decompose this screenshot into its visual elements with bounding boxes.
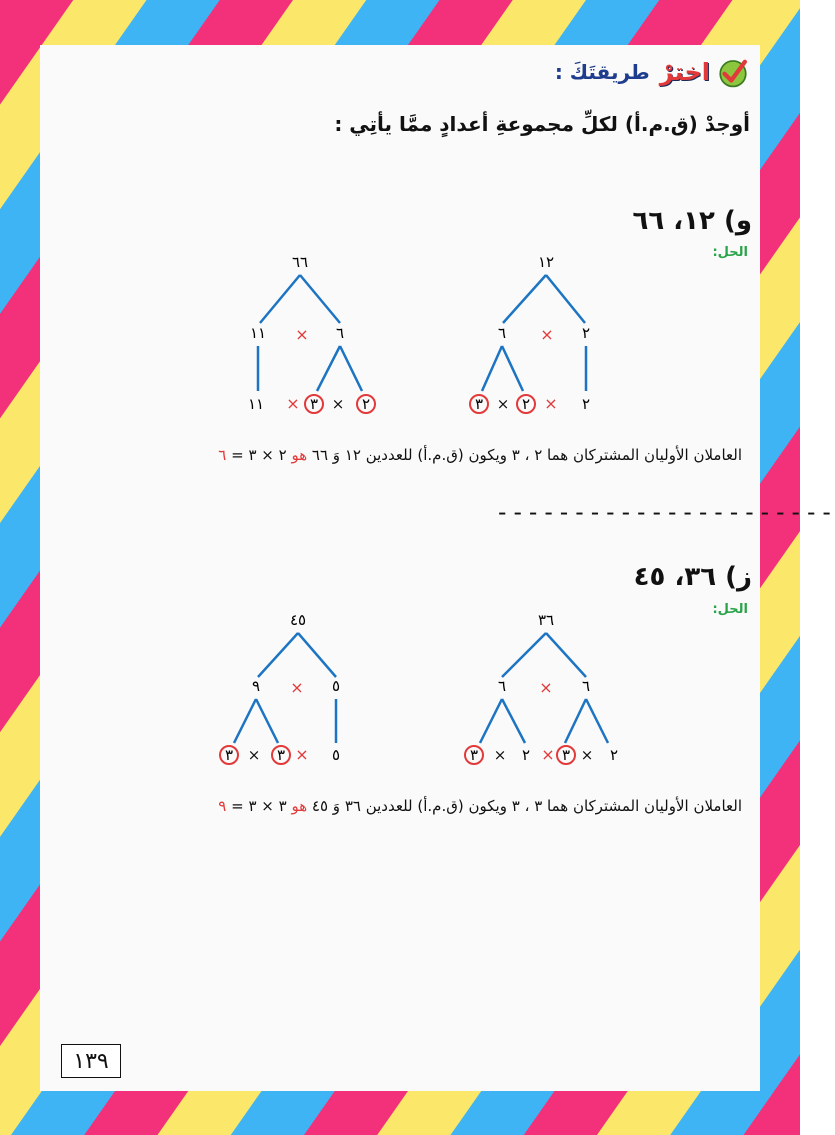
problem-label: و) ١٢، ٦٦	[632, 206, 752, 236]
tree-node: ٦٦	[291, 253, 309, 271]
tree-node: ٦	[335, 324, 345, 342]
tree-node: ٦	[581, 677, 591, 695]
factor-tree-36	[465, 611, 618, 764]
tree-node: ٢	[581, 324, 591, 342]
answer-keyword: هو	[291, 797, 308, 815]
factor-trees-2	[200, 605, 640, 785]
solution-label: الحل:	[712, 602, 748, 617]
tree-node: ٩	[251, 677, 261, 695]
tree-node: ٥	[331, 677, 341, 695]
tree-leaf: ٣	[474, 395, 484, 413]
tree-node: ٤٥	[289, 611, 307, 629]
header-subtitle: طريقتَكَ :	[554, 60, 650, 84]
times-symbol: ×	[295, 745, 309, 764]
factor-tree-12	[470, 253, 590, 413]
tree-leaf: ٢	[609, 746, 619, 764]
tree-leaf: ١١	[247, 395, 265, 413]
answer-line	[218, 797, 742, 815]
times-symbol: ×	[286, 394, 300, 413]
header-title: اخترْ	[659, 58, 710, 86]
answer-result: ٩	[218, 797, 227, 815]
times-symbol: ×	[539, 678, 553, 697]
tree-leaf: ٣	[309, 395, 319, 413]
tree-leaf: ٣	[469, 746, 479, 764]
solution-label: الحل:	[712, 245, 748, 260]
tree-node: ٣٦	[537, 611, 555, 629]
times-symbol: ×	[493, 746, 507, 764]
tree-node: ١٢	[537, 253, 555, 271]
times-symbol: ×	[247, 746, 261, 764]
factor-tree-66	[248, 253, 375, 413]
times-symbol: ×	[540, 325, 554, 344]
times-symbol: ×	[290, 678, 304, 697]
tree-node: ١١	[249, 324, 267, 342]
tree-leaf: ٣	[561, 746, 571, 764]
factor-trees-1	[220, 245, 620, 425]
tree-leaf: ٢	[361, 395, 371, 413]
tree-leaf: ٢	[521, 746, 531, 764]
answer-text: العاملان الأوليان المشتركان هما ٣ ، ٣ ويكون (ق.م.أ) للعددين ٣٦ وَ ٤٥	[311, 797, 742, 815]
tree-node: ٦	[497, 677, 507, 695]
tree-leaf: ٢	[521, 395, 531, 413]
problem-label: ز) ٣٦، ٤٥	[633, 562, 752, 592]
tree-leaf: ٢	[581, 395, 591, 413]
times-symbol: ×	[580, 746, 594, 764]
section-header	[555, 55, 750, 89]
answer-result: ٦	[218, 446, 227, 464]
tree-node: ٦	[497, 324, 507, 342]
answer-expression: ٣ × ٣ =	[231, 797, 287, 815]
instruction: أوجدْ (ق.م.أ) لكلِّ مجموعةِ أعدادٍ ممَّا يأتِي :	[334, 112, 750, 136]
tree-leaf: ٣	[276, 746, 286, 764]
page-number: ١٣٩	[61, 1044, 121, 1078]
factor-tree-45	[220, 611, 340, 764]
times-symbol: ×	[496, 395, 510, 413]
answer-expression: ٢ × ٣ =	[231, 446, 287, 464]
times-symbol: ×	[544, 394, 558, 413]
times-symbol: ×	[295, 325, 309, 344]
answer-keyword: هو	[291, 446, 308, 464]
times-symbol: ×	[331, 395, 345, 413]
times-symbol: ×	[541, 745, 555, 764]
answer-line	[218, 446, 742, 464]
tree-leaf: ٣	[224, 746, 234, 764]
answer-text: العاملان الأوليان المشتركان هما ٢ ، ٣ ويكون (ق.م.أ) للعددين ١٢ وَ ٦٦	[311, 446, 742, 464]
tree-leaf: ٥	[331, 746, 341, 764]
separator: ----------------------	[495, 498, 835, 526]
checkmark-icon	[716, 55, 750, 89]
